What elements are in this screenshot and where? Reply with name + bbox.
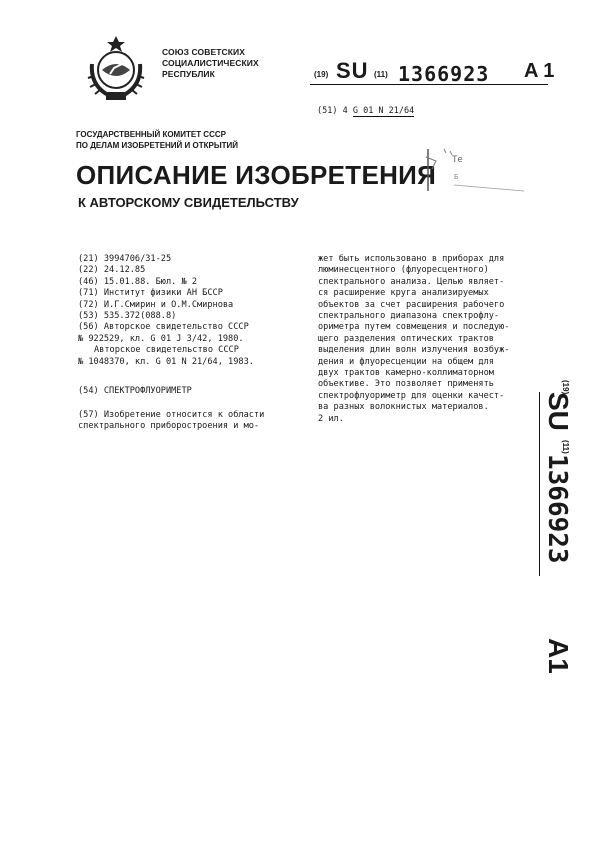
ipc-prefix: (51) 4 (317, 106, 348, 116)
country-code: SU (543, 392, 574, 431)
abstract-line: ся расширение круга анализируемых (318, 288, 489, 299)
abstract-line: объектов за счет расширения рабочего (318, 299, 505, 310)
document-kind: A 1 (524, 60, 555, 82)
committee-line: ПО ДЕЛАМ ИЗОБРЕТЕНИЙ И ОТКРЫТИЙ (76, 141, 239, 150)
biblio-line: Авторское свидетельство СССР (94, 345, 239, 356)
invention-name: (54) СПЕКТРОФЛУОРИМЕТР (78, 386, 192, 396)
patent-number: 1366923 (398, 62, 490, 86)
abstract-line: щего разделения оптических трактов (318, 333, 494, 344)
union-line: СОЮЗ СОВЕТСКИХ (162, 47, 246, 57)
underline (539, 392, 540, 576)
library-stamp (424, 139, 554, 199)
stamp-text: Б (454, 173, 459, 181)
biblio-line: № 1048370, кл. G 01 N 21/64, 1983. (78, 356, 254, 367)
stamp-text: Те (452, 155, 463, 165)
country-code: SU (336, 58, 369, 83)
abstract-left-column (78, 410, 303, 433)
biblio-line: № 922529, кл. G 01 J 3/42, 1980. (78, 333, 244, 344)
abstract-line: (57) Изобретение относится к области (78, 410, 265, 420)
biblio-line: (56) Авторское свидетельство СССР (78, 322, 249, 333)
abstract-line: ориметра путем совмещения и последую- (318, 322, 510, 333)
committee-name (76, 129, 238, 151)
abstract-line: объективе. Это позволяет применять (318, 379, 494, 390)
biblio-line: (71) Институт физики АН БССР (78, 288, 223, 299)
abstract-line: двух трактов камерно-коллиматорном (318, 368, 494, 379)
inid-code-19: (19) (561, 380, 570, 395)
union-line: СОЦИАЛИСТИЧЕСКИХ (162, 58, 259, 68)
union-line: РЕСПУБЛИК (162, 69, 215, 79)
abstract-line: дения и флуоресценции на общем для (318, 356, 494, 367)
underline (310, 84, 548, 85)
publication-number (308, 60, 558, 86)
abstract-line: спектрального диапазона спектрофлу- (318, 311, 500, 322)
inid-code-11: (11) (374, 70, 388, 79)
abstract-line: люминесцентного (флуоресцентного) (318, 265, 489, 276)
biblio-line: (53) 535.372(088.8) (78, 311, 177, 322)
ussr-emblem-icon (84, 34, 148, 104)
biblio-line: (22) 24.12.85 (78, 265, 146, 276)
abstract-right-column (318, 254, 548, 425)
document-kind: A1 (543, 638, 574, 674)
inid-code-19: (19) (314, 70, 329, 79)
ipc-classification (317, 106, 414, 116)
inid-code-11: (11) (561, 440, 570, 454)
document-subtitle: К АВТОРСКОМУ СВИДЕТЕЛЬСТВУ (78, 195, 299, 210)
abstract-line: выделения длин волн излучения возбуж- (318, 345, 510, 356)
document-title: ОПИСАНИЕ ИЗОБРЕТЕНИЯ (76, 160, 437, 190)
committee-line: ГОСУДАРСТВЕННЫЙ КОМИТЕТ СССР (76, 130, 226, 139)
biblio-line: (21) 3994706/31-25 (78, 254, 172, 264)
abstract-line: 2 ил. (318, 413, 344, 424)
union-name (162, 47, 259, 80)
abstract-line: спектрофлуориметр для оценки качест- (318, 390, 505, 401)
side-publication-number (536, 380, 574, 700)
bibliographic-data (78, 254, 254, 368)
abstract-line: жет быть использовано в приборах для (318, 254, 505, 264)
abstract-line: спектрального приборостроения и мо- (78, 421, 260, 432)
biblio-line: (72) И.Г.Смирин и О.М.Смирнова (78, 299, 234, 310)
patent-number: 1366923 (542, 454, 572, 564)
abstract-line: ва разных волокнистых материалов. (318, 402, 489, 413)
abstract-line: спектрального анализа. Целью являет- (318, 276, 505, 287)
ipc-code: G 01 N 21/64 (352, 106, 415, 116)
biblio-line: (46) 15.01.88. Бюл. № 2 (78, 276, 197, 287)
